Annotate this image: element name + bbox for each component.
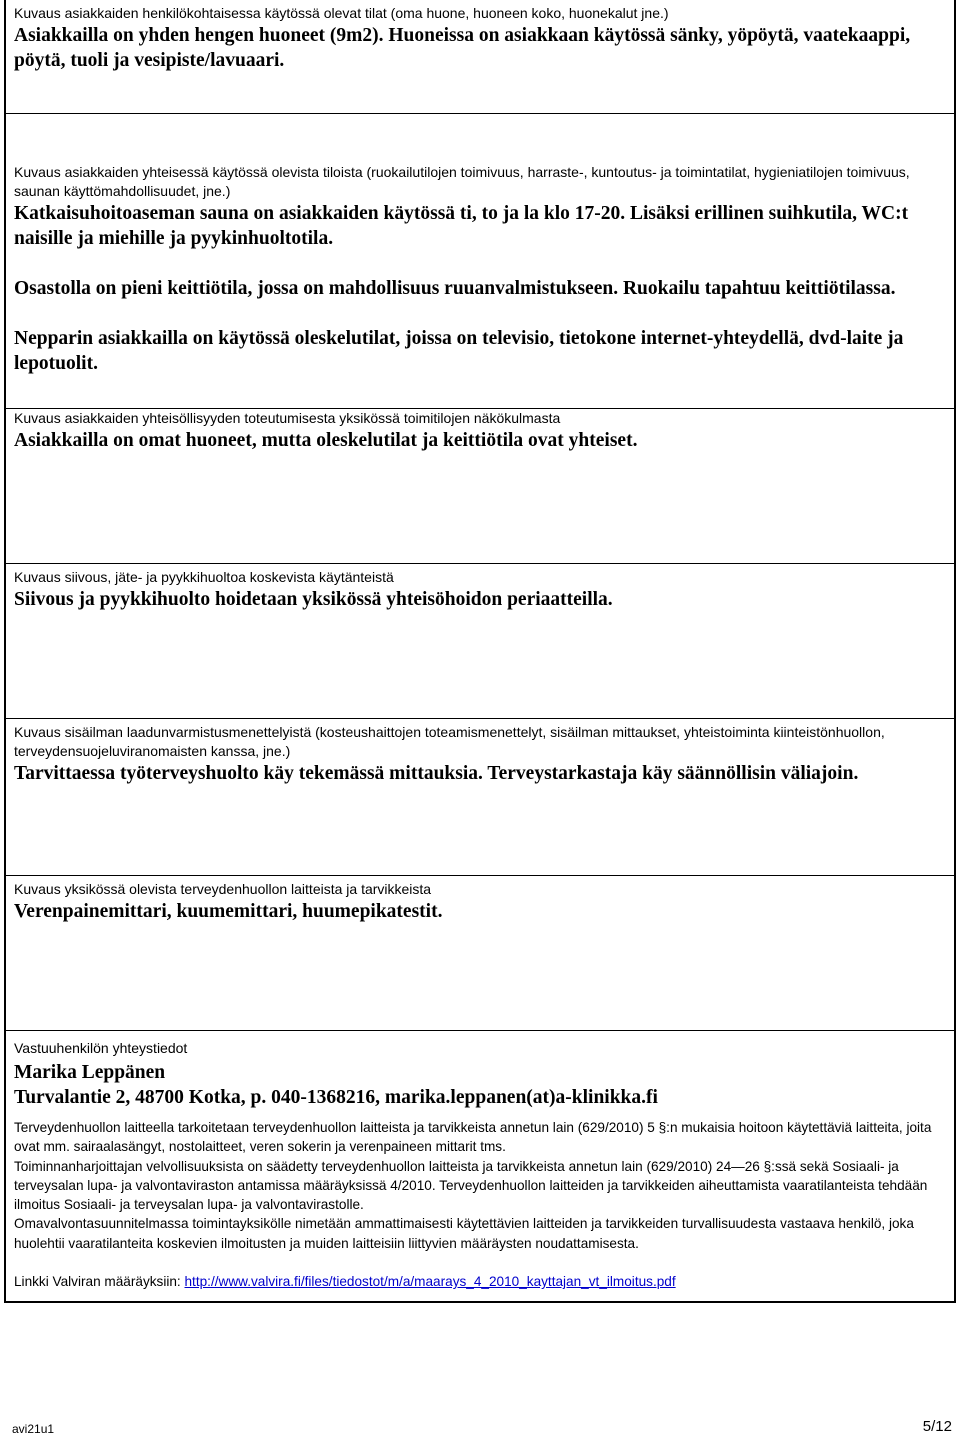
section-label: Kuvaus siivous, jäte- ja pyykkihuoltoa koskevista käytänteistä [14, 569, 394, 585]
note-responsible-person: Omavalvontasuunnitelmassa toimintayksikölle nimetään ammattimaisesti käytettävien laitteiden ja tarvikkeiden turvallisuudesta vastaava henkilö, joka huolehtii vaaratilanteita koskevien ilmoitusten ja muiden laitteisiin liittyvien määräysten noudattamisesta. [14, 1216, 914, 1251]
section-answer-kitchen: Osastolla on pieni keittiötila, jossa on mahdollisuus ruuanvalmistukseen. Ruokailu tapahtuu keittiötilassa. [14, 278, 896, 299]
section-answer-sauna: Katkaisuhoitoaseman sauna on asiakkaiden käytössä ti, to ja la klo 17-20. Lisäksi erillinen suihkutila, WC:t naisille ja miehille ja pyykinhuoltotila. [14, 203, 909, 249]
section-cleaning [6, 563, 954, 718]
page-number: 5/12 [922, 1418, 952, 1435]
note-definition: Terveydenhuollon laitteella tarkoitetaan terveydenhuollon laitteista ja tarvikkeista annetun lain (629/2010) 5 §:n mukaisia hoitoon käytettäviä laitteita, joita ovat mm. sairaalasängyt, nostolaitteet, veren sokerin ja verenpaineen mittarit tms. [14, 1120, 932, 1155]
section-contact [6, 1030, 954, 1303]
section-label: Kuvaus yksikössä olevista terveydenhuollon laitteista ja tarvikkeista [14, 881, 432, 897]
section-equipment [6, 875, 954, 1030]
section-personal-rooms [6, 4, 954, 113]
section-answer: Tarvittaessa työterveyshuolto käy tekemässä mittauksia. Terveystarkastaja käy säännöllisin väliajoin. [14, 763, 859, 784]
document-id: avi21u1 [12, 1422, 55, 1436]
note-obligations: Toiminnanharjoittajan velvollisuuksista on säädetty terveydenhuollon laitteista ja tarvikkeista annetun lain (629/2010) 24—26 §:ssä sekä Sosiaali- ja terveysalan lupa- ja valvontaviraston antamissa määräyksissä 4/2010. Terveydenhuollon laitteiden ja tarvikkeiden aiheuttamista vaaratilanteista tehdään ilmoitus Sosiaali- ja terveysalan lupa- ja valvontavirastolle. [14, 1158, 928, 1213]
document-form [4, 0, 956, 1303]
section-shared-spaces [6, 113, 954, 408]
valvira-link-line [14, 1272, 948, 1291]
section-label: Kuvaus sisäilman laadunvarmistusmenettelyistä (kosteushaittojen toteamismenettelyt, sisäilman mittaukset, yhteistoiminta kiinteistönhuollon, terveydensuojeluviranomaisten kanssa, jne.) [14, 724, 885, 759]
section-answer: Asiakkailla on yhden hengen huoneet (9m2). Huoneissa on asiakkaan käytössä sänky, yöpöytä, vaatekaappi, pöytä, tuoli ja vesipiste/lavuaari. [14, 25, 911, 71]
section-answer-lounge: Nepparin asiakkailla on käytössä oleskelutilat, joissa on televisio, tietokone internet-yhteydellä, dvd-laite ja lepotuolit. [14, 328, 904, 374]
section-indoor-air [6, 718, 954, 875]
contact-name: Marika Leppänen [14, 1062, 166, 1083]
section-answer: Asiakkailla on omat huoneet, mutta oleskelutilat ja keittiötila ovat yhteiset. [14, 430, 638, 451]
section-answer: Verenpainemittari, kuumemittari, huumepikatestit. [14, 901, 443, 922]
section-answer: Siivous ja pyykkihuolto hoidetaan yksikössä yhteisöhoidon periaatteilla. [14, 589, 613, 610]
contact-details: Turvalantie 2, 48700 Kotka, p. 040-1368216, marika.leppanen(at)a-klinikka.fi [14, 1087, 658, 1108]
section-label: Vastuuhenkilön yhteystiedot [14, 1040, 188, 1056]
section-label: Kuvaus asiakkaiden yhteisessä käytössä olevista tiloista (ruokailutilojen toimivuus, harraste-, kuntoutus- ja toimintatilat, hygieniatilojen toimivuus, saunan käyttömahdollisuudet, jne.) [14, 164, 910, 199]
link-prefix: Linkki Valviran määräyksiin: [14, 1274, 185, 1290]
valvira-link[interactable]: http://www.valvira.fi/files/tiedostot/m/a/maarays_4_2010_kayttajan_vt_ilmoitus.pdf [184, 1274, 676, 1290]
section-label: Kuvaus asiakkaiden henkilökohtaisessa käytössä olevat tilat (oma huone, huoneen koko, huonekalut jne.) [14, 5, 669, 21]
section-label: Kuvaus asiakkaiden yhteisöllisyyden toteutumisesta yksikössä toimitilojen näkökulmasta [14, 410, 561, 426]
section-community [6, 408, 954, 563]
